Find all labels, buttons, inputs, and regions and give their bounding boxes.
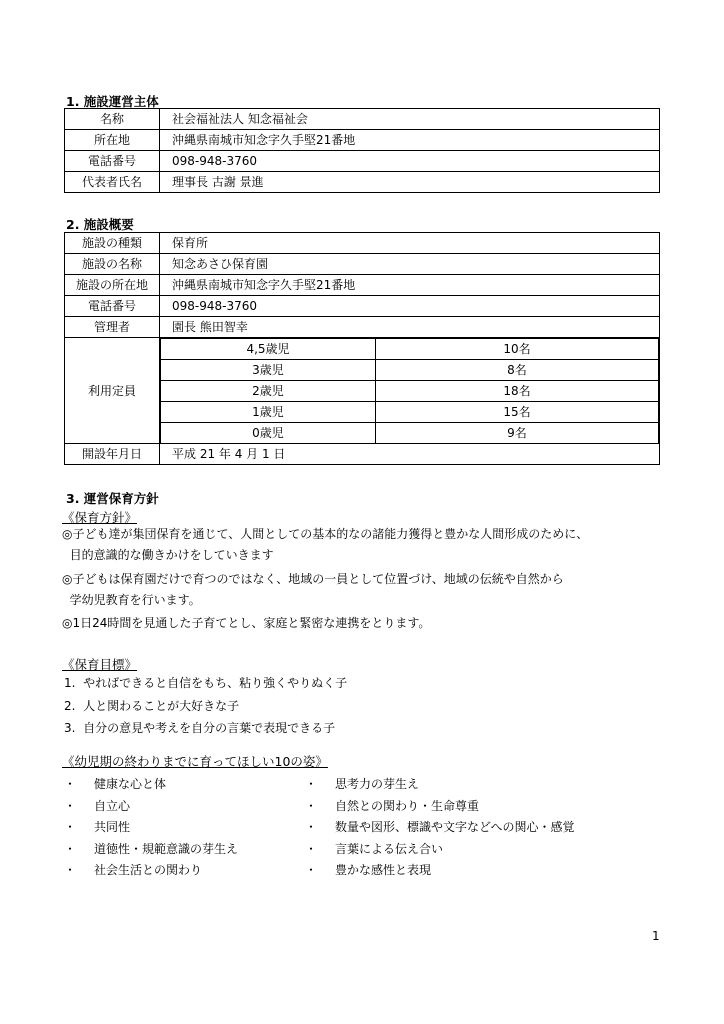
policy-line: 目的意識的な働きかけをしていきます: [62, 548, 274, 562]
row-label: 電話番号: [65, 151, 160, 172]
list-item: [305, 774, 575, 796]
table-row: [65, 444, 660, 465]
list-item-text: 自立心: [94, 798, 131, 813]
row-value: 知念あさひ保育園: [160, 254, 660, 275]
table-row: [65, 275, 660, 296]
list-item-text: 自然との関わり・生命尊重: [335, 798, 480, 813]
list-item: [305, 796, 575, 818]
row-value: 沖縄県南城市知念字久手堅21番地: [160, 275, 660, 296]
capacity-item: [161, 339, 659, 360]
age-group: 1歳児: [161, 402, 376, 423]
row-label: 管理者: [65, 317, 160, 338]
operator-table: [64, 108, 660, 193]
row-label: 施設の名称: [65, 254, 160, 275]
row-value: 園長 熊田智幸: [160, 317, 660, 338]
list-item: [64, 839, 238, 861]
capacity-table: [160, 338, 659, 443]
list-item-text: 言葉による伝え合い: [335, 841, 444, 856]
age-group: 3歳児: [161, 360, 376, 381]
section3-title: 3. 運営保育方針: [66, 491, 159, 506]
ten-list-right: [305, 774, 575, 882]
opening-value: 平成 21 年 4 月 1 日: [160, 444, 660, 465]
row-label: 所在地: [65, 130, 160, 151]
list-item: [305, 817, 575, 839]
policy-heading: 《保育方針》: [62, 510, 138, 525]
section2-title: 2. 施設概要: [66, 217, 134, 232]
opening-label: 開設年月日: [65, 444, 160, 465]
age-group: 2歳児: [161, 381, 376, 402]
list-item-text: 思考力の芽生え: [335, 777, 420, 791]
row-value: 社会福祉法人 知念福祉会: [160, 109, 660, 130]
policy-line: 学幼児教育を行います。: [62, 593, 201, 607]
goal-item: 3. 自分の意見や考えを自分の言葉で表現できる子: [64, 721, 336, 735]
list-item: [305, 860, 575, 882]
capacity-item: [161, 423, 659, 444]
bullet: ・: [305, 777, 318, 791]
list-item: [64, 817, 238, 839]
bullet: ・: [64, 798, 77, 813]
row-value: 理事長 古謝 景進: [160, 172, 660, 193]
list-item: [305, 839, 575, 861]
list-item-text: 健康な心と体: [94, 777, 167, 791]
ten-heading: 《幼児期の終わりまでに育ってほしい10の姿》: [62, 754, 328, 769]
bullet: ・: [305, 863, 318, 877]
bullet: ・: [64, 863, 77, 877]
capacity-count: 18名: [376, 381, 659, 402]
table-row: [65, 109, 660, 130]
bullet: ・: [305, 798, 318, 813]
goal-item: 2. 人と関わることが大好きな子: [64, 699, 240, 713]
list-item-text: 共同性: [94, 820, 131, 834]
bullet: ・: [64, 777, 77, 791]
bullet: ・: [305, 820, 318, 834]
table-row: [65, 296, 660, 317]
ten-list-left: [64, 774, 238, 882]
row-label: 電話番号: [65, 296, 160, 317]
capacity-row: [65, 338, 660, 444]
table-row: [65, 130, 660, 151]
row-label: 代表者氏名: [65, 172, 160, 193]
row-label: 施設の所在地: [65, 275, 160, 296]
policy-line: ◎子ども達が集団保育を通じて、人間としての基本的なの諸能力獲得と豊かな人間形成のために、: [62, 527, 589, 541]
bullet: ・: [64, 820, 77, 834]
list-item: [64, 774, 238, 796]
section1-title: 1. 施設運営主体: [66, 94, 159, 109]
capacity-cell: [160, 338, 660, 444]
bullet: ・: [64, 841, 77, 856]
list-item-text: 豊かな感性と表現: [335, 863, 432, 877]
age-group: 0歳児: [161, 423, 376, 444]
table-row: [65, 151, 660, 172]
page-number: 1: [652, 929, 660, 943]
table-row: [65, 172, 660, 193]
capacity-item: [161, 381, 659, 402]
row-value: 保育所: [160, 233, 660, 254]
list-item: [64, 860, 238, 882]
capacity-count: 15名: [376, 402, 659, 423]
policy-line: ◎1日24時間を見通した子育てとし、家庭と緊密な連携をとります。: [62, 616, 431, 630]
row-label: 名称: [65, 109, 160, 130]
bullet: ・: [305, 841, 318, 856]
policy-line: ◎子どもは保育園だけで育つのではなく、地域の一員として位置づけ、地域の伝統や自然から: [62, 572, 564, 586]
list-item-text: 数量や図形、標識や文字などへの関心・感覚: [335, 820, 575, 834]
capacity-count: 8名: [376, 360, 659, 381]
goal-item: 1. やればできると自信をもち、粘り強くやりぬく子: [64, 676, 348, 690]
facility-table: [64, 232, 660, 465]
goals-heading: 《保育目標》: [62, 657, 138, 672]
row-value: 098-948-3760: [160, 151, 660, 172]
capacity-label: 利用定員: [65, 338, 160, 444]
table-row: [65, 233, 660, 254]
capacity-item: [161, 402, 659, 423]
list-item-text: 道徳性・規範意識の芽生え: [94, 841, 239, 856]
capacity-item: [161, 360, 659, 381]
capacity-count: 10名: [376, 339, 659, 360]
table-row: [65, 254, 660, 275]
row-value: 沖縄県南城市知念字久手堅21番地: [160, 130, 660, 151]
table-row: [65, 317, 660, 338]
row-value: 098-948-3760: [160, 296, 660, 317]
age-group: 4,5歳児: [161, 339, 376, 360]
list-item-text: 社会生活との関わり: [94, 863, 203, 877]
row-label: 施設の種類: [65, 233, 160, 254]
capacity-count: 9名: [376, 423, 659, 444]
list-item: [64, 796, 238, 818]
